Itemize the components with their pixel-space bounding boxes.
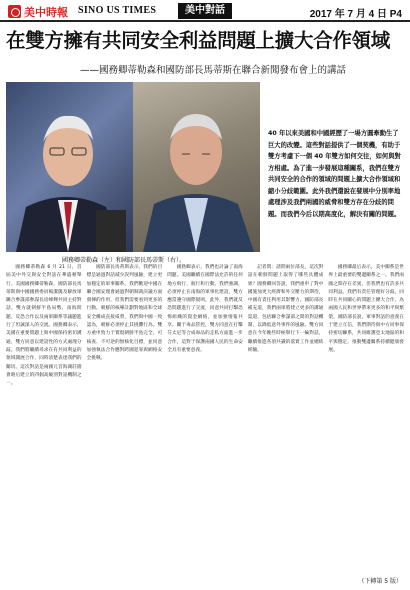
article-paragraph: 國務卿最后表示，美中關系是世界上最重要的雙邊關系之一。我們兩國之間存在差異，但我們也有許多共同利益。我們有責任管理好分歧，同時在共同關心的問題上擴大合作，為兩國人民和世界帶來更多的和平與繁榮。國防部長說，軍事對話的意義在于建立互信，我們期待與中方同事保持密切聯系，共同維護亞太地區的和平與穩定，推動雙邊關系持續健康發展。 [328,265,404,353]
article-paragraph: 國務卿表示，我們也討論了南海問題。美國繼續在國際法允許的任何地方飛行、航行和行動。我們強調，必須停止在南海的軍事化建設，雙方應當遵守國際規則。此外，我們就反恐問題進行了交流，同意共同打擊恐怖組織的資金網絡，並加強情報共享。關于毒品管控，雙方同意在打擊芬太尼等合成毒品的走私方面進一步合作，這對于保護兩國人民的生命安全具有重要意義。 [167,265,243,353]
article-paragraph: 國務卿蒂勒森 6 月 21 日，首屆美中外交與安全對話在華盛頓舉行。美國國務卿蒂勒森，國防部長馬蒂斯與中國國務委員楊潔篪及解放軍聯合參謀部參謀長房峰輝共同主持對話。雙方就朝鮮半島局勢、南海問題、反恐合作以及兩軍關系等議題進行了坦誠深入的交流。國務卿表示，美國在重要問題上與中國保持密切溝通，雙方同意以建設性的方式處理分歧。我們將繼續尋求在有共同利益的領域開展合作，同時清楚表達我們的關切。這次對話是兩國元首海湖莊園會晤后建立的四個高級別對話機制之一。 [6,265,82,387]
paper-name-english: SINO US TIMES [78,5,157,16]
headline: 在雙方擁有共同安全利益問題上擴大合作領域 [6,29,391,52]
article-column [328,264,404,572]
photo-figures-illustration [6,82,260,252]
article-body [6,264,404,572]
paper-name-chinese: 美中時報 [24,6,68,19]
continued-note: （下轉第 5 版） [358,578,402,585]
newspaper-logo-icon [8,5,21,18]
issue-date-page [310,5,402,20]
article-column [167,264,243,572]
issue-date: 2017 年 7 月 4 日 [309,9,387,20]
masthead [0,0,410,22]
article-column [6,264,82,572]
article-paragraph: 記者問：請問兩位部長，這次對話在朝鮮問題上取得了哪些具體成果？國務卿回答說，我們重申了對中國施加更大經濟和外交壓力的期待，中國有責任利用其影響力。國防部長補充道，我們兩軍將建立更多的溝通渠道，包括聯合參謀部之間的對話機制，以降低意外事件的風險。雙方同意在今年晚些時候舉行下一輪對話，繼續推進各項共識的落實工作並總結經驗。 [247,265,324,353]
section-label: 美中對話 [178,3,232,19]
article-column [248,264,324,572]
article-column [87,264,163,572]
page-number: P4 [389,9,402,20]
news-photo [6,82,260,252]
photo-caption: 國務卿蒂勒森（左）和國防部長馬蒂斯（右）。 [62,257,186,264]
lede-paragraph: 40 年以來美國和中國經歷了一場方圓牽動生了巨大的改變。這些對話提供了一個契機，有助于雙方考慮下一個 40 年雙方如何交往，如何與對方相處。為了進一步發展這種關系，我們在雙方共同安全的合作的領域的問題上擴大合作領域和縮小分歧範圍。此外我們還說在發展中分別率地處理涉及我們兩國的威脅和雙方存在分歧的問題。而我們今后以期高度化，解決有關的問題。 [268,130,401,218]
subheadline: ——國務卿蒂勒森和國防部長馬蒂斯在聯合新聞發布會上的講話 [80,65,347,76]
article-paragraph: 國防部長馬蒂斯表示，我們的目標是通過對話減少誤判風險，建立更加穩定的軍事關系。我們歡迎中國在聯合國安理會通過對朝制裁決議方面發揮的作用，但我們需要看到更多的行動。朝鮮的核導計劃對地區和全球安全構成直接威脅，我們與中國一致認為，朝鮮必須停止其挑釁行為。雙方重申致力于實現朝鮮半島完全、可核查、不可逆的無核化目標，並同意加強執法合作應對跨國犯罪與網絡安全挑戰。 [86,265,163,362]
